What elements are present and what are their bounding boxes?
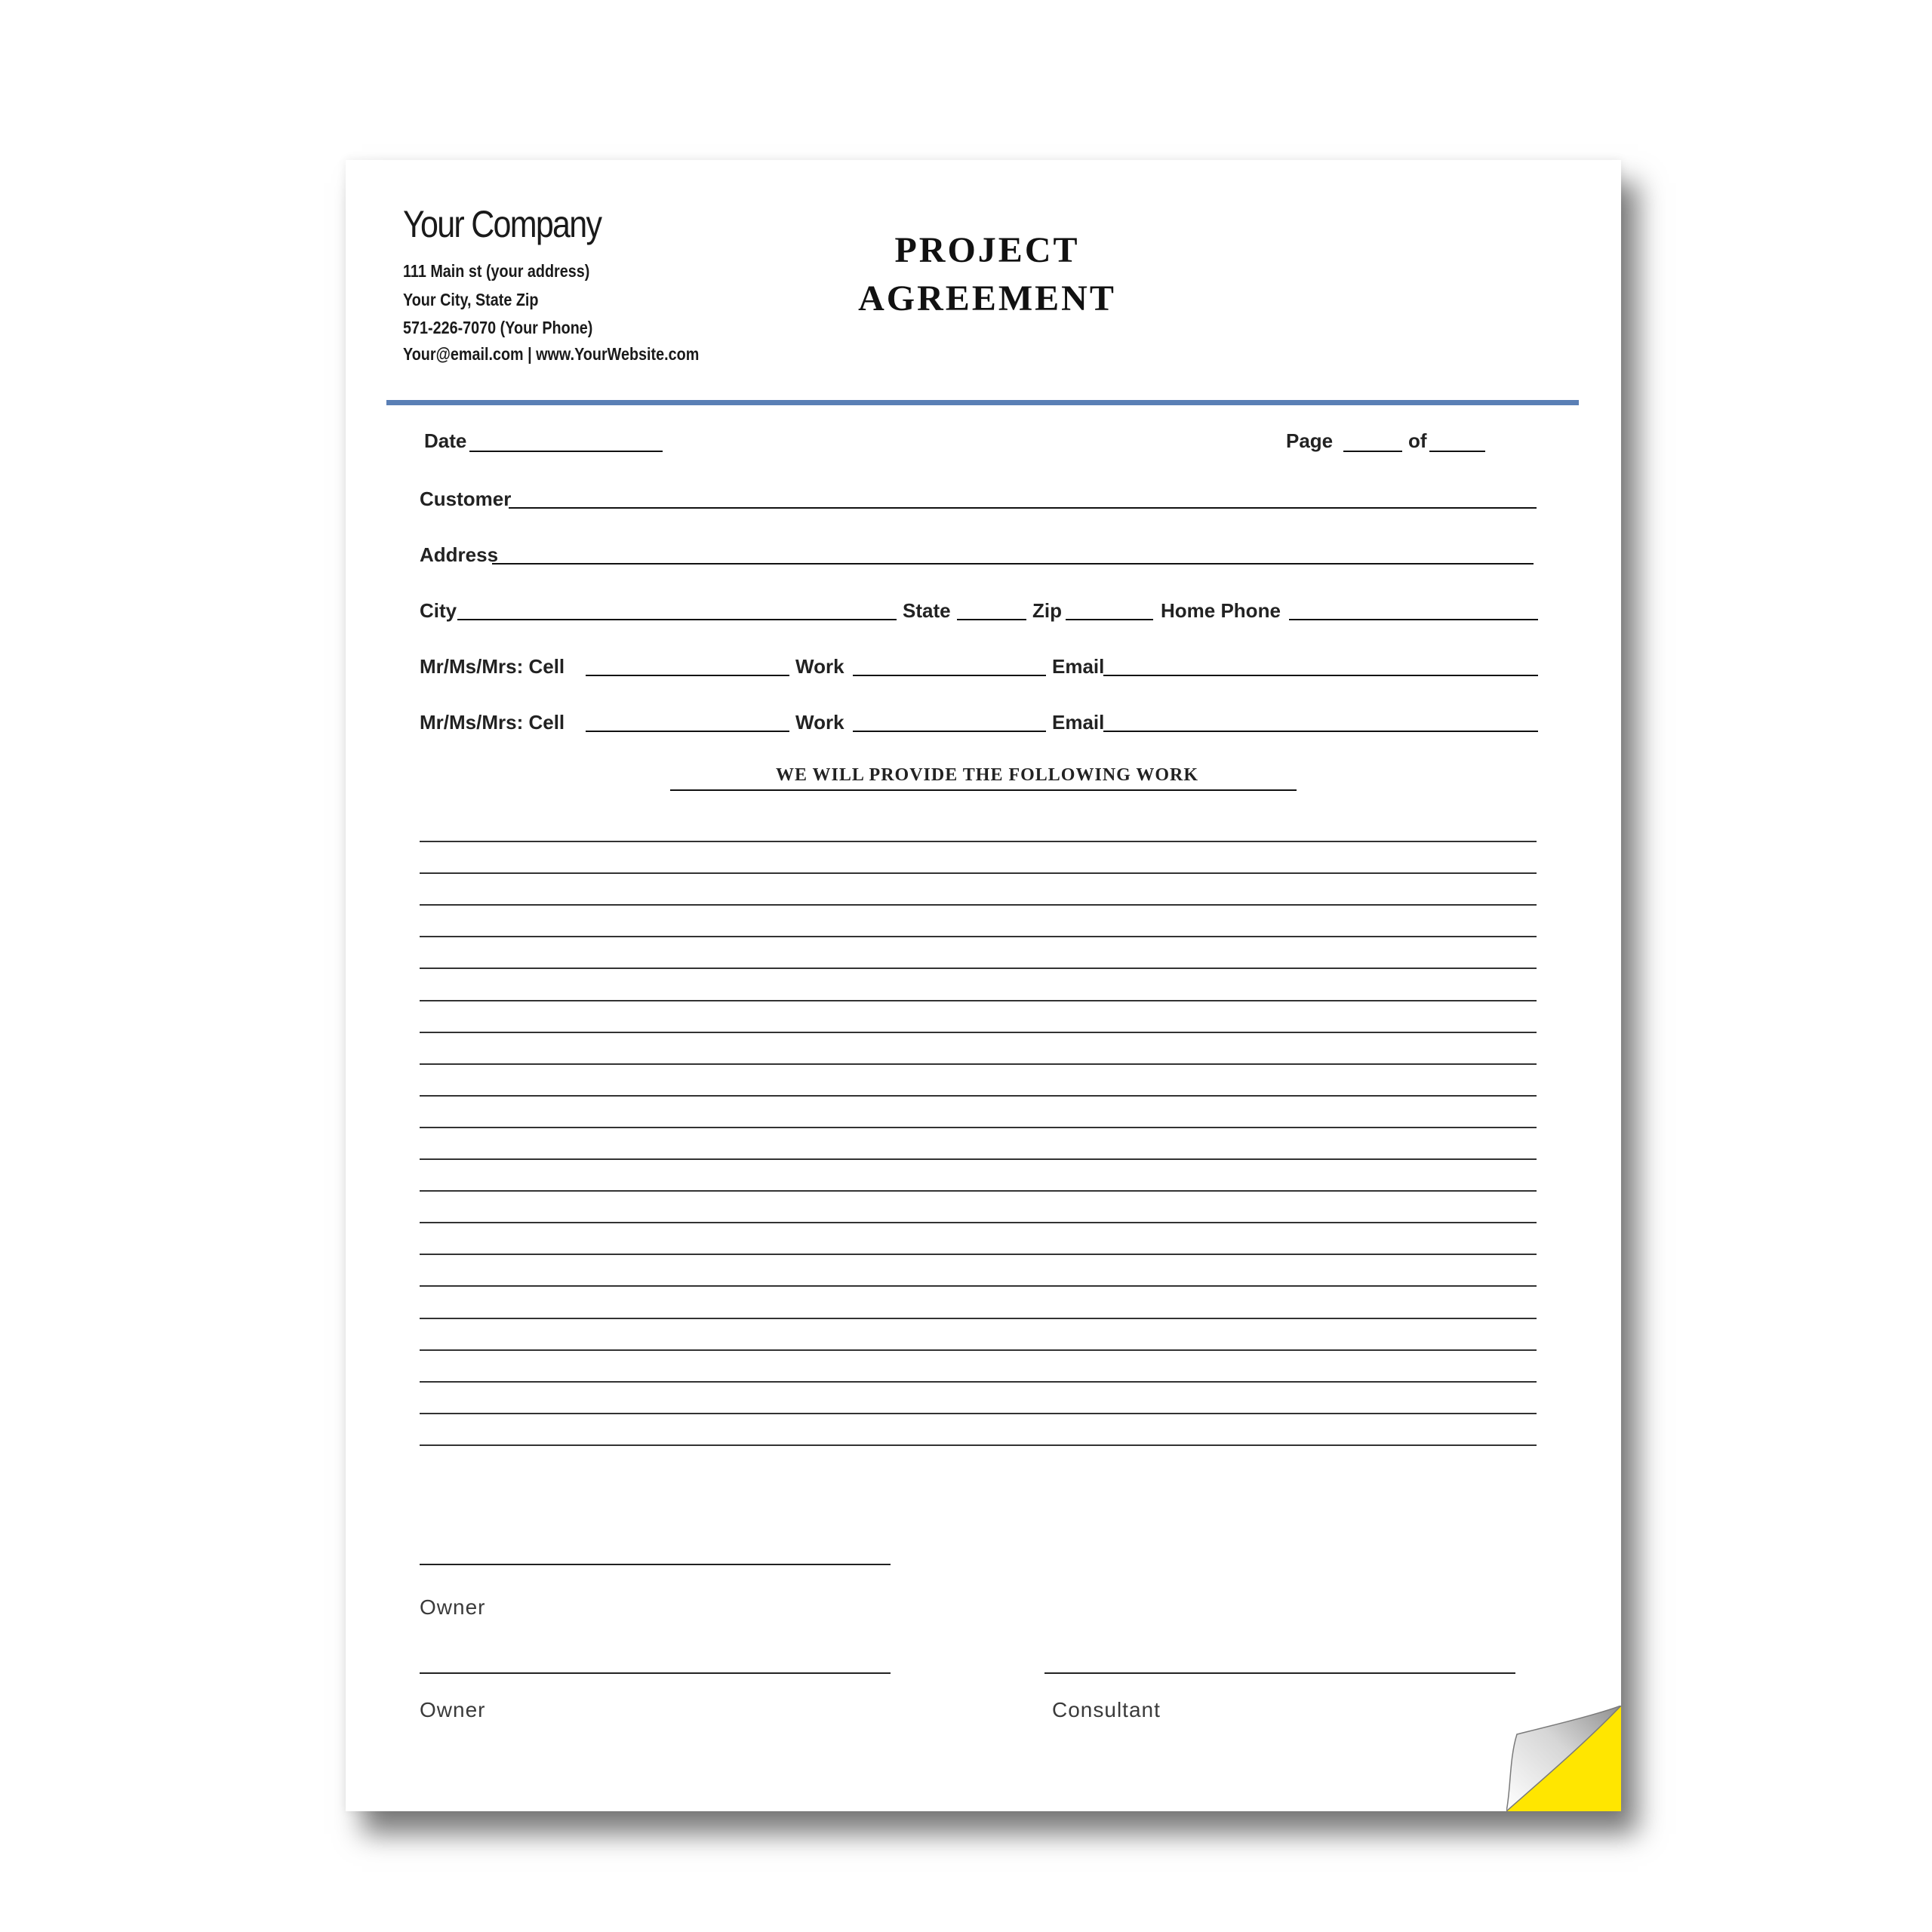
work-line[interactable] bbox=[420, 1095, 1537, 1097]
consultant-signature-line[interactable] bbox=[1044, 1672, 1515, 1674]
work-line[interactable] bbox=[420, 1127, 1537, 1128]
consultant-signature-label: Consultant bbox=[1052, 1698, 1161, 1721]
contact-2-email-label: Email bbox=[1052, 711, 1105, 734]
contact-2-cell-field[interactable] bbox=[586, 731, 789, 732]
work-line[interactable] bbox=[420, 1318, 1537, 1319]
work-line[interactable] bbox=[420, 936, 1537, 937]
work-line[interactable] bbox=[420, 1349, 1537, 1351]
work-line[interactable] bbox=[420, 1444, 1537, 1446]
zip-label: Zip bbox=[1032, 599, 1062, 622]
company-phone: 571-226-7070 (Your Phone) bbox=[403, 318, 593, 337]
city-field[interactable] bbox=[457, 619, 897, 620]
work-line[interactable] bbox=[420, 968, 1537, 969]
page-of-label: of bbox=[1408, 429, 1427, 452]
form-sheet bbox=[346, 160, 1621, 1811]
address-label: Address bbox=[420, 543, 499, 566]
work-section-heading-rule bbox=[670, 789, 1297, 791]
state-label: State bbox=[903, 599, 951, 622]
contact-1-cell-field[interactable] bbox=[586, 675, 789, 676]
document-title-line-2: AGREEMENT bbox=[858, 278, 1116, 318]
work-line[interactable] bbox=[420, 1000, 1537, 1001]
document-title bbox=[829, 226, 1146, 323]
work-line[interactable] bbox=[420, 1381, 1537, 1383]
work-line[interactable] bbox=[420, 1032, 1537, 1033]
state-field[interactable] bbox=[957, 619, 1026, 620]
contact-2-cell-label: Mr/Ms/Mrs: Cell bbox=[420, 711, 565, 734]
owner-2-signature-label: Owner bbox=[420, 1698, 486, 1721]
owner-1-signature-label: Owner bbox=[420, 1595, 486, 1619]
city-label: City bbox=[420, 599, 457, 622]
work-line[interactable] bbox=[420, 1063, 1537, 1065]
contact-2-email-field[interactable] bbox=[1103, 731, 1538, 732]
contact-1-work-label: Work bbox=[795, 655, 844, 678]
company-address: 111 Main st (your address) bbox=[403, 261, 590, 281]
work-line[interactable] bbox=[420, 904, 1537, 906]
work-line[interactable] bbox=[420, 1222, 1537, 1223]
work-line[interactable] bbox=[420, 1413, 1537, 1414]
date-field[interactable] bbox=[469, 451, 663, 452]
owner-2-signature-line[interactable] bbox=[420, 1672, 891, 1674]
contact-1-email-field[interactable] bbox=[1103, 675, 1538, 676]
document-title-line-1: PROJECT bbox=[894, 230, 1080, 270]
header-divider bbox=[386, 400, 1579, 405]
customer-field[interactable] bbox=[509, 507, 1537, 509]
owner-1-signature-line[interactable] bbox=[420, 1564, 891, 1565]
work-line[interactable] bbox=[420, 872, 1537, 874]
page-curl-icon bbox=[1506, 1706, 1621, 1811]
home-phone-label: Home Phone bbox=[1161, 599, 1281, 622]
work-line[interactable] bbox=[420, 1158, 1537, 1160]
date-label: Date bbox=[424, 429, 467, 452]
contact-1-work-field[interactable] bbox=[853, 675, 1046, 676]
address-field[interactable] bbox=[492, 563, 1534, 565]
contact-1-cell-label: Mr/Ms/Mrs: Cell bbox=[420, 655, 565, 678]
work-line[interactable] bbox=[420, 841, 1537, 842]
work-line[interactable] bbox=[420, 1254, 1537, 1255]
home-phone-field[interactable] bbox=[1289, 619, 1538, 620]
work-section-heading: WE WILL PROVIDE THE FOLLOWING WORK bbox=[775, 765, 1199, 785]
contact-1-email-label: Email bbox=[1052, 655, 1105, 678]
contact-2-work-field[interactable] bbox=[853, 731, 1046, 732]
page-label: Page bbox=[1286, 429, 1334, 452]
company-email-website: Your@email.com | www.YourWebsite.com bbox=[403, 344, 700, 364]
zip-field[interactable] bbox=[1066, 619, 1153, 620]
contact-2-work-label: Work bbox=[795, 711, 844, 734]
work-line[interactable] bbox=[420, 1285, 1537, 1287]
page-total-field[interactable] bbox=[1429, 451, 1485, 452]
work-line[interactable] bbox=[420, 1190, 1537, 1192]
company-city-line: Your City, State Zip bbox=[403, 290, 539, 309]
company-name: Your Company bbox=[403, 203, 601, 245]
page-number-field[interactable] bbox=[1343, 451, 1402, 452]
customer-label: Customer bbox=[420, 488, 512, 510]
